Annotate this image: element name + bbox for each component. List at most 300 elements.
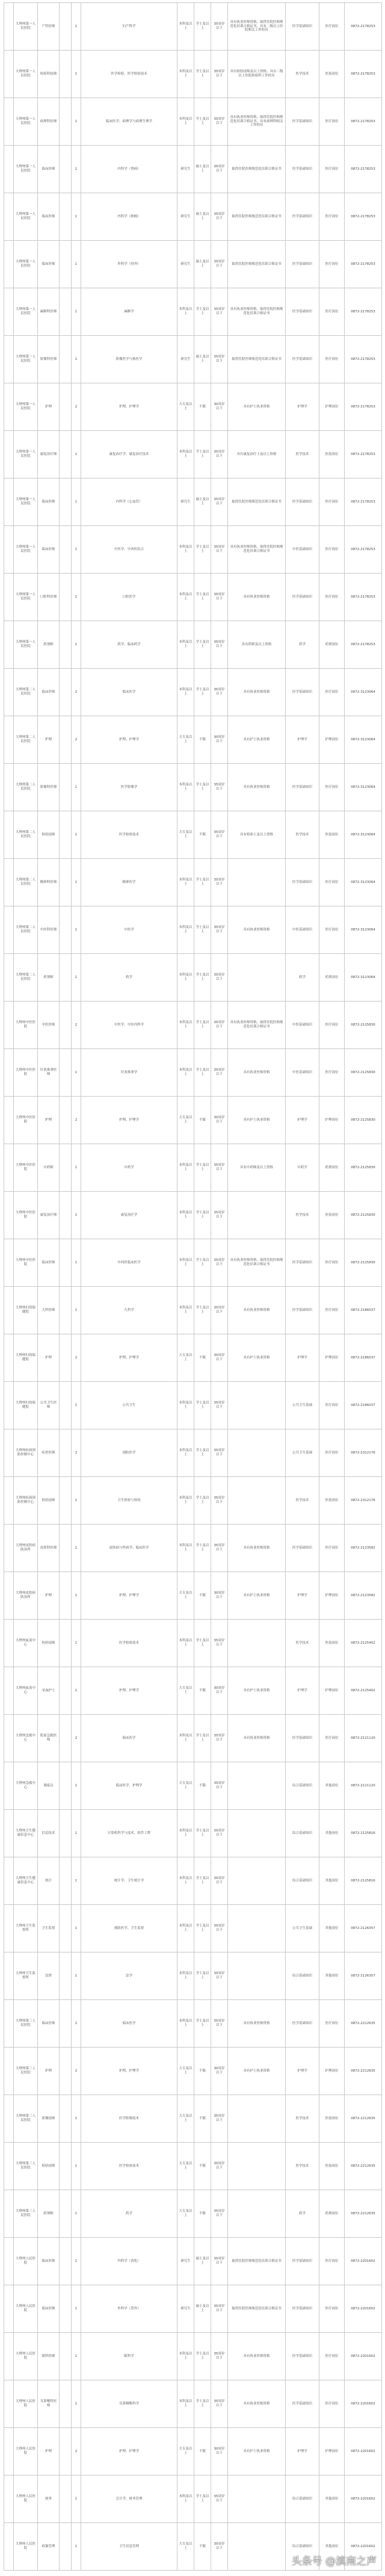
table-row <box>4 1287 382 1334</box>
degree-cell: 学士及以上 <box>194 526 211 574</box>
phone-cell: 0872-2186037 <box>345 1334 382 1382</box>
employer-cell: 大理州急救中心 <box>14 1715 38 1762</box>
table-row <box>4 2143 382 2190</box>
position-cell: 临床医师 <box>38 146 60 193</box>
exam-subject-cell: 医学基础知识 <box>286 669 319 716</box>
degree-cell: 学士及以上 <box>194 1525 211 1572</box>
exam-subject-cell: 综合基础知识 <box>286 2523 319 2571</box>
position-cell: 药剂师 <box>38 2190 60 2238</box>
position-code-cell <box>60 383 72 431</box>
headcount-cell: 1 <box>72 478 81 526</box>
requirements-cell <box>228 2095 286 2143</box>
age-cell: 35周岁以下 <box>211 2333 228 2380</box>
position-type-cell: 医疗岗位 <box>319 574 345 621</box>
position-code-cell <box>60 288 72 336</box>
employer-cell: 大理州人民医院 <box>14 2333 38 2380</box>
phone-cell: 0872-2178253 <box>345 431 382 478</box>
major-cell: 药学、临床药学 <box>81 621 177 669</box>
position-code-cell <box>60 1144 72 1192</box>
position-cell: 康复治疗师 <box>38 431 60 478</box>
row-number <box>4 2428 14 2475</box>
employer-cell: 大理州第二人民医院 <box>14 811 38 859</box>
requirements-cell: 具有执业医师资格 <box>228 906 286 954</box>
position-cell: 病案管理 <box>38 2523 60 2571</box>
major-cell: 康复治疗学、康复治疗技术 <box>81 431 177 478</box>
row-number <box>4 1429 14 1477</box>
requirements-cell <box>228 2475 286 2523</box>
requirements-cell: 具有护士执业资格 <box>228 383 286 431</box>
education-cell: 研究生 <box>177 478 194 526</box>
degree-cell: 学士及以上 <box>194 1287 211 1334</box>
phone-cell: 0872-2178253 <box>345 98 382 146</box>
position-code-cell <box>60 2380 72 2428</box>
phone-cell: 0872-3123064 <box>345 859 382 906</box>
exam-subject-cell: 医学基础知识 <box>286 2238 319 2285</box>
headcount-cell: 1 <box>72 51 81 98</box>
degree-cell: 不限 <box>194 1097 211 1144</box>
major-cell: 内科学（肾病） <box>81 146 177 193</box>
education-cell: 本科及以上 <box>177 1952 194 2000</box>
phone-cell: 0872-2212635 <box>345 2000 382 2048</box>
employer-cell: 大理州第一人民医院 <box>14 241 38 288</box>
age-cell: 35周岁以下 <box>211 51 228 98</box>
phone-cell: 0872-2201602 <box>345 2333 382 2380</box>
position-type-cell: 医疗岗位 <box>319 288 345 336</box>
row-number <box>4 146 14 193</box>
row-number <box>4 2380 14 2428</box>
table-row <box>4 98 382 146</box>
row-number <box>4 431 14 478</box>
position-type-cell: 医疗岗位 <box>319 859 345 906</box>
degree-cell: 学士及以上 <box>194 1144 211 1192</box>
employer-cell: 大理州第二人民医院 <box>14 906 38 954</box>
headcount-cell: 1 <box>72 1192 81 1239</box>
headcount-cell: 1 <box>72 859 81 906</box>
row-number <box>4 621 14 669</box>
phone-cell: 0872-2126357 <box>345 1905 382 1952</box>
exam-subject-cell: 护理学 <box>286 1572 319 1620</box>
age-cell: 35周岁以下 <box>211 2143 228 2190</box>
major-cell: 针灸推拿学 <box>81 1049 177 1097</box>
education-cell: 本科及以上 <box>177 1715 194 1762</box>
degree-cell: 不限 <box>194 2095 211 2143</box>
age-cell: 35周岁以下 <box>211 1239 228 1287</box>
exam-subject-cell: 医学技术 <box>286 811 319 859</box>
row-number <box>4 1525 14 1572</box>
headcount-cell: 1 <box>72 1477 81 1525</box>
position-cell: 护理 <box>38 2048 60 2095</box>
position-code-cell <box>60 1477 72 1525</box>
degree-cell: 硕士及以上 <box>194 2238 211 2285</box>
position-cell: 精神科医师 <box>38 859 60 906</box>
major-cell: 护理、护理学 <box>81 2428 177 2475</box>
table-row <box>4 1525 382 1572</box>
requirements-cell: 具有执业医师资格 <box>228 1287 286 1334</box>
age-cell: 35周岁以下 <box>211 1002 228 1049</box>
position-type-cell: 医疗岗位 <box>319 2000 345 2048</box>
headcount-cell: 2 <box>72 1097 81 1144</box>
table-row <box>4 478 382 526</box>
major-cell: 临床医学 <box>81 2000 177 2048</box>
major-cell: 护理、护理学 <box>81 1667 177 1715</box>
headcount-cell: 1 <box>72 193 81 241</box>
position-type-cell: 护理岗位 <box>319 1334 345 1382</box>
major-cell: 药学 <box>81 2190 177 2238</box>
employer-cell: 大理州卫生监督所 <box>14 1905 38 1952</box>
exam-subject-cell: 中医基础知识 <box>286 906 319 954</box>
requirements-cell: 具有护士执业资格 <box>228 2048 286 2095</box>
position-code-cell <box>60 1572 72 1620</box>
table-row <box>4 1572 382 1620</box>
position-type-cell: 医疗岗位 <box>319 1239 345 1287</box>
table-row <box>4 526 382 574</box>
exam-subject-cell: 中药学 <box>286 1144 319 1192</box>
table-row <box>4 1429 382 1477</box>
row-number <box>4 383 14 431</box>
phone-cell: 0872-2125816 <box>345 1857 382 1905</box>
position-code-cell <box>60 859 72 906</box>
row-number <box>4 669 14 716</box>
employer-cell: 大理州第一人民医院 <box>14 288 38 336</box>
major-cell: 会计学、财务管理 <box>81 2475 177 2523</box>
table-row <box>4 288 382 336</box>
degree-cell: 学士及以上 <box>194 1952 211 2000</box>
position-type-cell: 药剂岗位 <box>319 1144 345 1192</box>
age-cell: 35周岁以下 <box>211 2238 228 2285</box>
position-type-cell: 医技岗位 <box>319 51 345 98</box>
row-number <box>4 906 14 954</box>
headcount-cell: 1 <box>72 336 81 383</box>
phone-cell: 0872-2125402 <box>345 1620 382 1667</box>
position-cell: 口腔科医师 <box>38 574 60 621</box>
age-cell: 35周岁以下 <box>211 1144 228 1192</box>
requirements-cell: 具有检验技师及以上资格，具有二级以上医院检验科工作经历 <box>228 51 286 98</box>
employer-cell: 大理州第一人民医院 <box>14 431 38 478</box>
degree-cell: 不限 <box>194 1572 211 1620</box>
phone-cell: 0872-2125816 <box>345 1810 382 1857</box>
requirements-cell <box>228 1810 286 1857</box>
exam-subject-cell: 医学技术 <box>286 2143 319 2190</box>
phone-cell: 0872-2178253 <box>345 51 382 98</box>
row-number <box>4 954 14 1002</box>
row-number <box>4 1952 14 2000</box>
age-cell: 30周岁以下 <box>211 716 228 764</box>
position-type-cell: 护理岗位 <box>319 2048 345 2095</box>
position-code-cell <box>60 2428 72 2475</box>
requirements-cell: 具有检验士及以上资格 <box>228 811 286 859</box>
table-row <box>4 383 382 431</box>
requirements-cell: 具有执业医师资格 <box>228 764 286 811</box>
education-cell: 本科及以上 <box>177 51 194 98</box>
exam-subject-cell: 公共卫生基础 <box>286 1429 319 1477</box>
position-cell: 信息技术 <box>38 1810 60 1857</box>
position-code-cell <box>60 906 72 954</box>
age-cell: 35周岁以下 <box>211 3 228 51</box>
position-type-cell: 医技岗位 <box>319 1192 345 1239</box>
row-number <box>4 2475 14 2523</box>
degree-cell: 学士及以上 <box>194 51 211 98</box>
age-cell: 35周岁以下 <box>211 2000 228 2048</box>
headcount-cell: 1 <box>72 241 81 288</box>
degree-cell: 学士及以上 <box>194 1192 211 1239</box>
headcount-cell: 1 <box>72 2475 81 2523</box>
requirements-cell <box>228 859 286 906</box>
position-cell: 儿科医师 <box>38 1287 60 1334</box>
position-type-cell: 医疗岗位 <box>319 2238 345 2285</box>
table-row <box>4 2333 382 2380</box>
major-cell: 医学影像技术 <box>81 2095 177 2143</box>
major-cell: 临床医学、病理学与病理生理学 <box>81 98 177 146</box>
table-row <box>4 716 382 764</box>
phone-cell: 0872-2201602 <box>345 2475 382 2523</box>
major-cell: 医学检验技术 <box>81 1620 177 1667</box>
phone-cell: 0872-3123064 <box>345 669 382 716</box>
position-type-cell: 药剂岗位 <box>319 621 345 669</box>
employer-cell: 大理州人民医院 <box>14 2380 38 2428</box>
position-cell: 财务 <box>38 2475 60 2523</box>
position-code-cell <box>60 764 72 811</box>
requirements-cell: 取得住院医师规范化培训合格证书 <box>228 2238 286 2285</box>
major-cell: 临床医学 <box>81 669 177 716</box>
phone-cell: 0872-2186037 <box>345 1382 382 1429</box>
major-cell: 护理、护理学 <box>81 2048 177 2095</box>
exam-subject-cell: 护理学 <box>286 1334 319 1382</box>
position-type-cell: 药剂岗位 <box>319 2190 345 2238</box>
exam-subject-cell: 药学 <box>286 954 319 1002</box>
employer-cell: 大理州第三人民医院 <box>14 2048 38 2095</box>
major-cell: 护理、护理学 <box>81 1572 177 1620</box>
position-code-cell <box>60 811 72 859</box>
row-number <box>4 2048 14 2095</box>
phone-cell: 0872-2123582 <box>345 1572 382 1620</box>
phone-cell: 0872-2126357 <box>345 1952 382 2000</box>
education-cell: 本科及以上 <box>177 764 194 811</box>
headcount-cell: 1 <box>72 1239 81 1287</box>
row-number <box>4 288 14 336</box>
position-code-cell <box>60 1382 72 1429</box>
phone-cell: 0872-2178253 <box>345 288 382 336</box>
position-type-cell: 护理岗位 <box>319 1097 345 1144</box>
position-type-cell: 护理岗位 <box>319 383 345 431</box>
degree-cell: 不限 <box>194 811 211 859</box>
requirements-cell: 具有护士执业资格 <box>228 1097 286 1144</box>
major-cell: 中医学、中西医结合 <box>81 526 177 574</box>
position-code-cell <box>60 51 72 98</box>
position-type-cell: 医疗岗位 <box>319 1002 345 1049</box>
requirements-cell: 具有药师及以上资格 <box>228 621 286 669</box>
age-cell: 30周岁以下 <box>211 2048 228 2095</box>
position-cell: 检验技师 <box>38 1477 60 1525</box>
education-cell: 本科及以上 <box>177 1002 194 1049</box>
position-code-cell <box>60 3 72 51</box>
position-cell: 耳鼻喉科医师 <box>38 2380 60 2428</box>
major-cell: 外科学（骨外） <box>81 241 177 288</box>
age-cell: 35周岁以下 <box>211 1525 228 1572</box>
major-cell: 公共卫生 <box>81 1382 177 1429</box>
exam-subject-cell: 医学基础知识 <box>286 241 319 288</box>
position-type-cell: 医疗岗位 <box>319 1429 345 1477</box>
degree-cell: 硕士及以上 <box>194 2285 211 2333</box>
education-cell: 本科及以上 <box>177 1477 194 1525</box>
row-number <box>4 1334 14 1382</box>
degree-cell: 学士及以上 <box>194 2333 211 2380</box>
age-cell: 35周岁以下 <box>211 2095 228 2143</box>
education-cell: 本科及以上 <box>177 621 194 669</box>
exam-subject-cell: 药学 <box>286 2190 319 2238</box>
position-cell: 临床医师 <box>38 669 60 716</box>
degree-cell: 学士及以上 <box>194 621 211 669</box>
position-type-cell: 其他岗位 <box>319 2523 345 2571</box>
education-cell: 本科及以上 <box>177 1192 194 1239</box>
position-code-cell <box>60 2333 72 2380</box>
major-cell: 精神医学 <box>81 859 177 906</box>
table-row <box>4 2095 382 2143</box>
table-row <box>4 574 382 621</box>
requirements-cell <box>228 1905 286 1952</box>
headcount-cell: 1 <box>72 2285 81 2333</box>
position-cell: 针灸推拿医师 <box>38 1049 60 1097</box>
position-type-cell: 医疗岗位 <box>319 241 345 288</box>
table-row <box>4 1049 382 1097</box>
employer-cell: 大理州人民医院 <box>14 2238 38 2285</box>
employer-cell: 大理州第一人民医院 <box>14 51 38 98</box>
age-cell: 35周岁以下 <box>211 669 228 716</box>
age-cell: 35周岁以下 <box>211 1287 228 1334</box>
major-cell: 麻醉学 <box>81 288 177 336</box>
position-code-cell <box>60 241 72 288</box>
degree-cell: 学士及以上 <box>194 1715 211 1762</box>
exam-subject-cell: 医学基础知识 <box>286 2000 319 2048</box>
phone-cell: 0872-2312176 <box>345 1429 382 1477</box>
position-type-cell: 护理岗位 <box>319 1667 345 1715</box>
education-cell: 本科及以上 <box>177 1810 194 1857</box>
position-code-cell <box>60 2285 72 2333</box>
position-cell: 护理 <box>38 383 60 431</box>
position-type-cell: 医疗岗位 <box>319 1525 345 1572</box>
requirements-cell: 取得住院医师规范化培训合格证书 <box>228 478 286 526</box>
age-cell: 35周岁以下 <box>211 906 228 954</box>
row-number <box>4 1810 14 1857</box>
position-type-cell: 护理岗位 <box>319 1572 345 1620</box>
degree-cell: 学士及以上 <box>194 1239 211 1287</box>
requirements-cell: 取得住院医师规范化培训合格证书 <box>228 336 286 383</box>
position-code-cell <box>60 1192 72 1239</box>
position-cell: 中医科医师 <box>38 906 60 954</box>
position-cell: 产科医师 <box>38 3 60 51</box>
exam-subject-cell: 中医基础知识 <box>286 1049 319 1097</box>
major-cell: 卫生检验与检疫 <box>81 1477 177 1525</box>
exam-subject-cell: 医学基础知识 <box>286 146 319 193</box>
exam-subject-cell: 综合基础知识 <box>286 2475 319 2523</box>
age-cell: 35周岁以下 <box>211 526 228 574</box>
headcount-cell: 1 <box>72 764 81 811</box>
age-cell: 30周岁以下 <box>211 1334 228 1382</box>
age-cell: 35周岁以下 <box>211 241 228 288</box>
phone-cell: 0872-2125830 <box>345 1239 382 1287</box>
position-type-cell: 医疗岗位 <box>319 478 345 526</box>
headcount-cell: 1 <box>72 146 81 193</box>
position-type-cell: 药剂岗位 <box>319 954 345 1002</box>
headcount-cell: 1 <box>72 1525 81 1572</box>
position-type-cell: 医疗岗位 <box>319 669 345 716</box>
row-number <box>4 1049 14 1097</box>
position-cell: 皮肤科医师 <box>38 1525 60 1572</box>
position-cell: 采血护士 <box>38 1667 60 1715</box>
position-cell: 药剂师 <box>38 621 60 669</box>
position-cell: 疾控医师 <box>38 1429 60 1477</box>
major-cell: 耳鼻咽喉科学 <box>81 2380 177 2428</box>
position-type-cell: 医疗岗位 <box>319 906 345 954</box>
headcount-cell: 2 <box>72 2000 81 2048</box>
requirements-cell: 具有执业医师资格，取得住院医师规范化培训合格证书 <box>228 1002 286 1049</box>
requirements-cell: 具有执业医师资格，取得住院医师规范化培训合格证书 <box>228 526 286 574</box>
exam-subject-cell: 医学基础知识 <box>286 336 319 383</box>
employer-cell: 大理州中医医院 <box>14 1049 38 1097</box>
position-cell: 卫生监督 <box>38 1905 60 1952</box>
education-cell: 大专及以上 <box>177 811 194 859</box>
position-cell: 影像技师 <box>38 2095 60 2143</box>
table-row <box>4 669 382 716</box>
degree-cell: 不限 <box>194 2143 211 2190</box>
employer-cell: 大理州第一人民医院 <box>14 193 38 241</box>
row-number <box>4 1857 14 1905</box>
employer-cell: 大理州人民医院 <box>14 2475 38 2523</box>
position-code-cell <box>60 526 72 574</box>
requirements-cell <box>228 2523 286 2571</box>
row-number <box>4 1097 14 1144</box>
degree-cell: 学士及以上 <box>194 3 211 51</box>
exam-subject-cell: 医学基础知识 <box>286 1715 319 1762</box>
exam-subject-cell: 公共卫生基础 <box>286 1382 319 1429</box>
exam-subject-cell: 护理学 <box>286 716 319 764</box>
table-row <box>4 1239 382 1287</box>
requirements-cell: 具有中药师及以上资格 <box>228 1144 286 1192</box>
education-cell: 本科及以上 <box>177 906 194 954</box>
major-cell: 卫生信息管理 <box>81 2523 177 2571</box>
phone-cell: 0872-2178253 <box>345 3 382 51</box>
position-code-cell <box>60 1049 72 1097</box>
education-cell: 本科及以上 <box>177 1239 194 1287</box>
degree-cell: 学士及以上 <box>194 2380 211 2428</box>
education-cell: 本科及以上 <box>177 2380 194 2428</box>
position-code-cell <box>60 2238 72 2285</box>
employer-cell: 大理州第一人民医院 <box>14 621 38 669</box>
headcount-cell: 1 <box>72 1144 81 1192</box>
watermark: 头条号 @滇南之声 <box>291 2556 377 2568</box>
employer-cell: 大理州第一人民医院 <box>14 3 38 51</box>
degree-cell: 学士及以上 <box>194 2000 211 2048</box>
age-cell: 35周岁以下 <box>211 1905 228 1952</box>
requirements-cell: 具有执业医师资格 <box>228 669 286 716</box>
age-cell: 30周岁以下 <box>211 1667 228 1715</box>
exam-subject-cell: 护理学 <box>286 1097 319 1144</box>
phone-cell: 0872-2212635 <box>345 2143 382 2190</box>
headcount-cell: 1 <box>72 3 81 51</box>
phone-cell: 0872-2178253 <box>345 146 382 193</box>
requirements-cell <box>228 1762 286 1810</box>
exam-subject-cell: 医学技术 <box>286 51 319 98</box>
major-cell: 中药学 <box>81 1144 177 1192</box>
degree-cell: 学士及以上 <box>194 288 211 336</box>
major-cell: 口腔医学 <box>81 574 177 621</box>
degree-cell: 学士及以上 <box>194 1810 211 1857</box>
row-number <box>4 1192 14 1239</box>
headcount-cell: 2 <box>72 2428 81 2475</box>
employer-cell: 大理州卫生健康信息中心 <box>14 1857 38 1905</box>
position-type-cell: 医技岗位 <box>319 1620 345 1667</box>
position-code-cell <box>60 1334 72 1382</box>
major-cell: 内科学（消化） <box>81 2238 177 2285</box>
